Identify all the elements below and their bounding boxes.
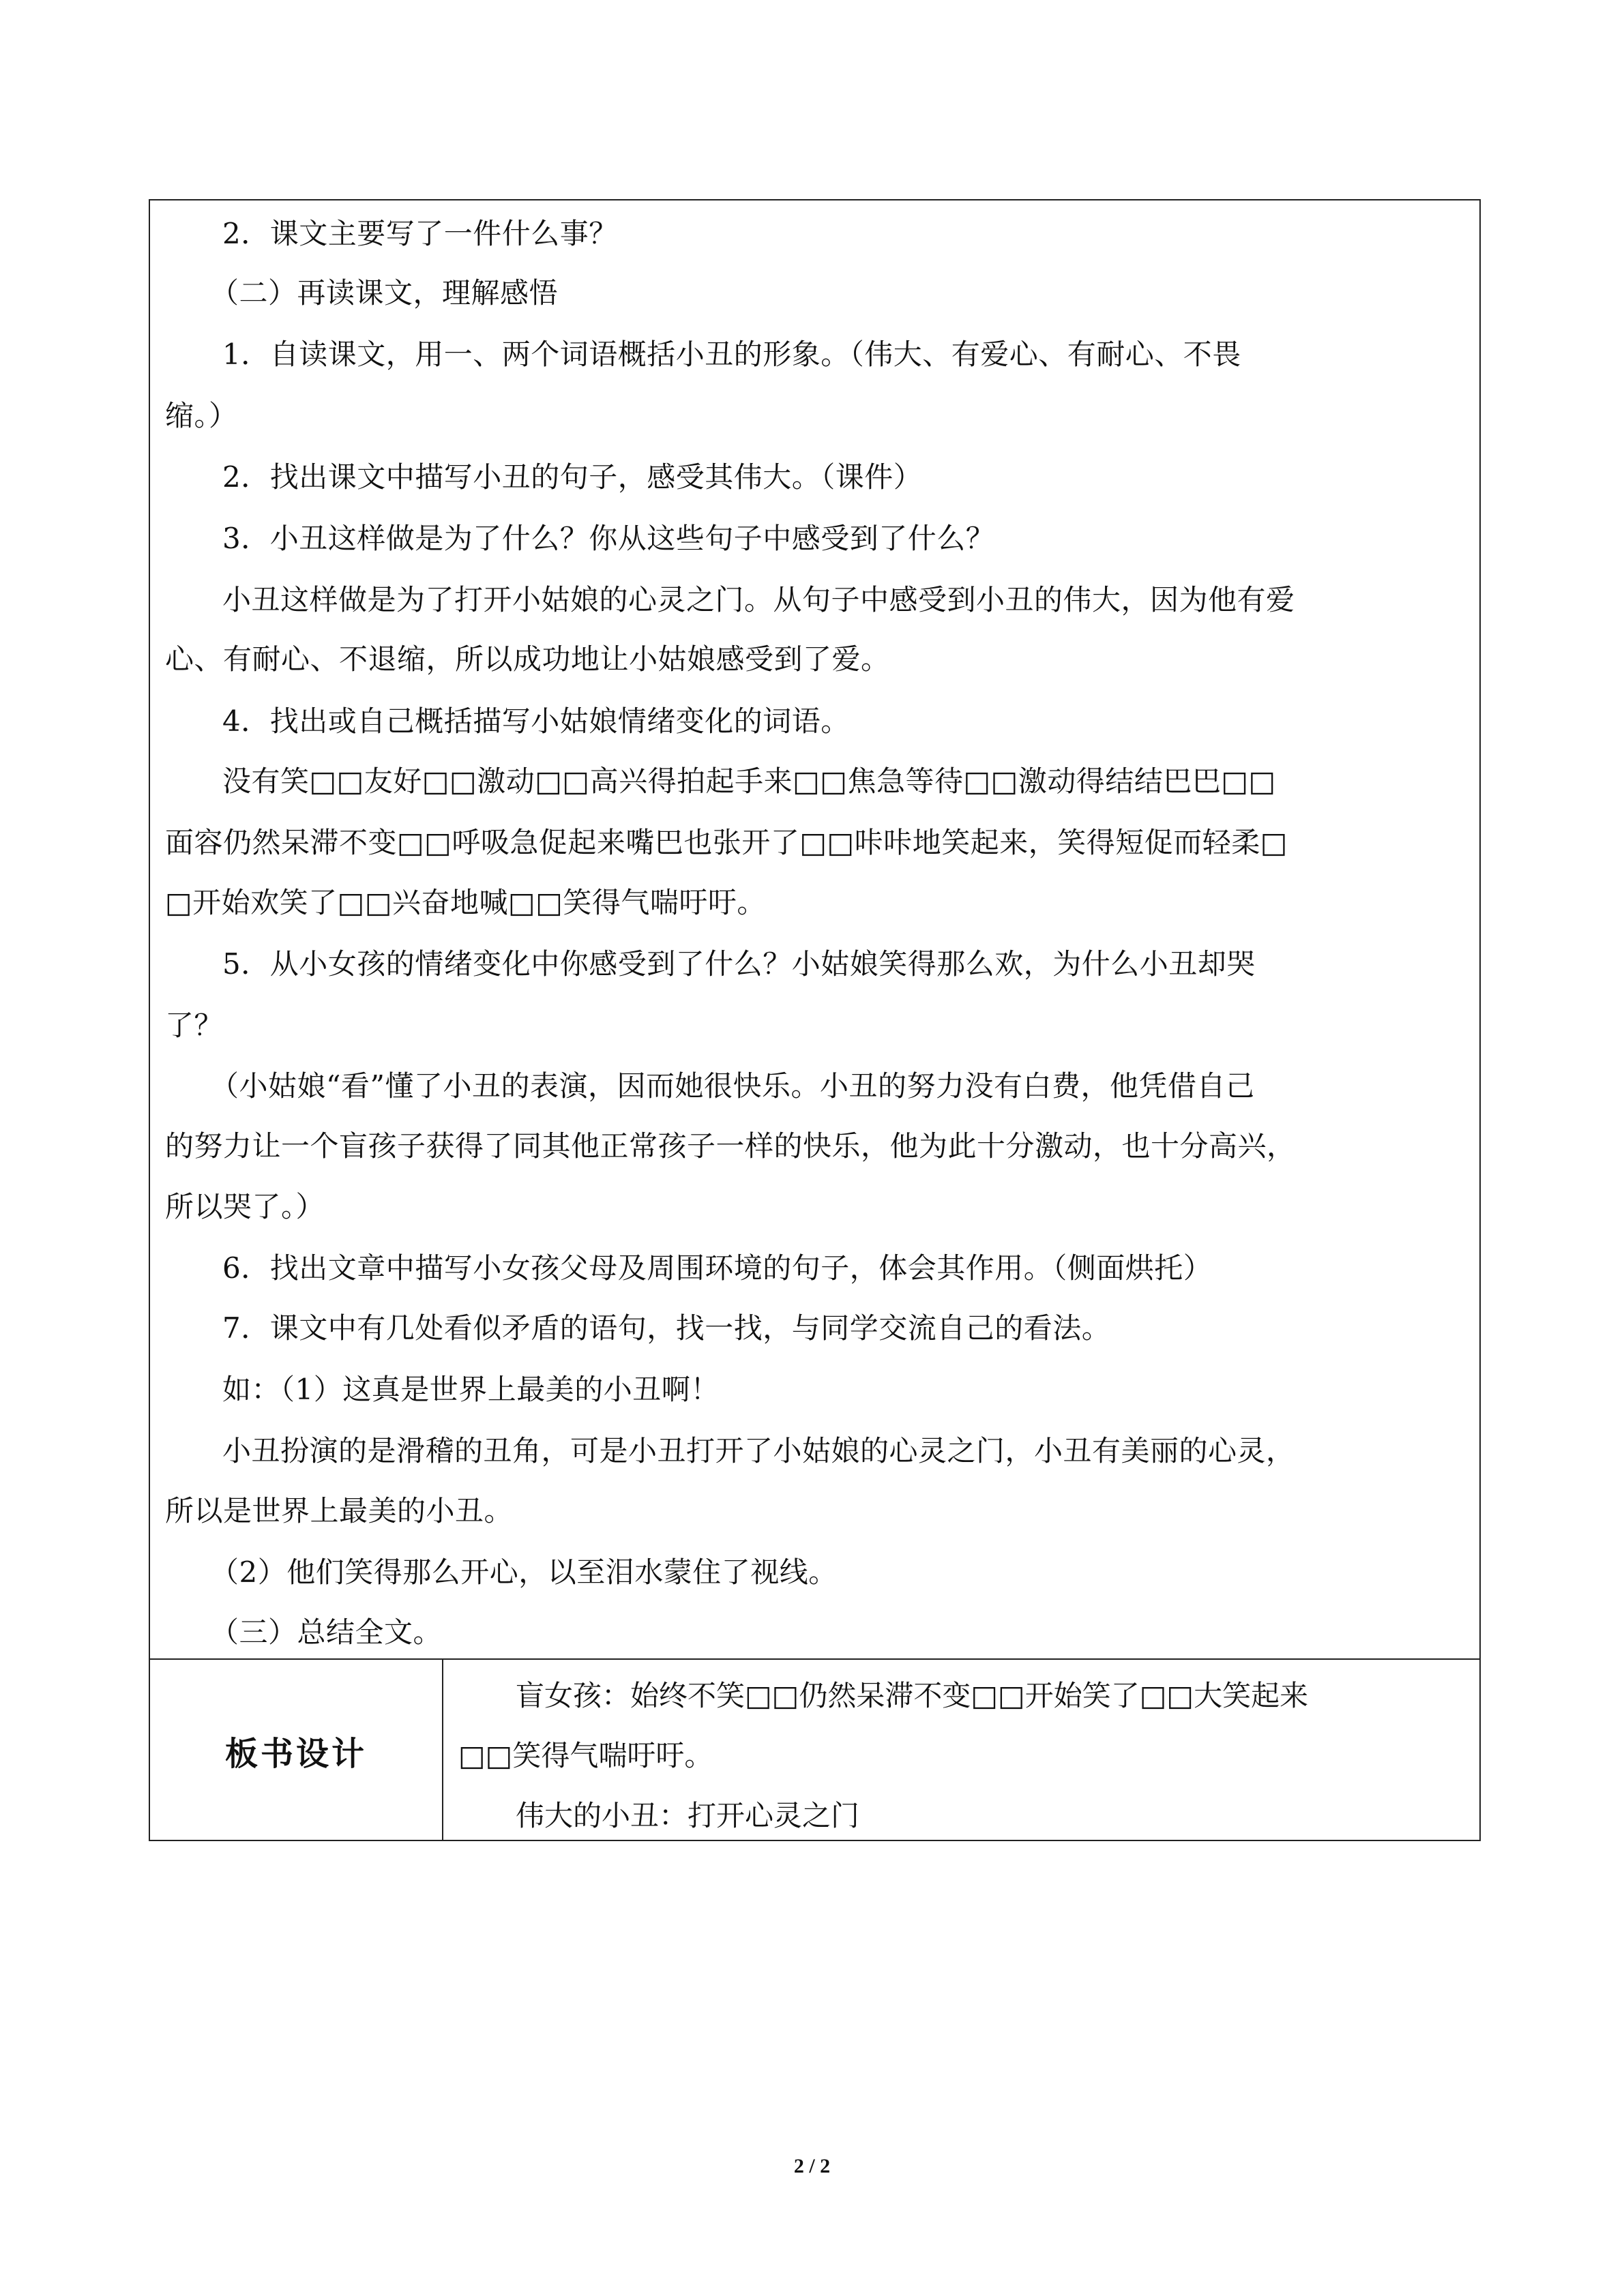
text-line: 如：（1）这真是世界上最美的小丑啊！ — [222, 1373, 720, 1406]
text-line: （2）他们笑得那么开心，以至泪水蒙住了视线。 — [210, 1555, 838, 1589]
text-line: 4．找出或自己概括描写小姑娘情绪变化的词语。 — [222, 704, 850, 738]
text-line: （小姑娘“看”懂了小丑的表演，因而她很快乐。小丑的努力没有白费，他凭借自己 — [210, 1069, 1255, 1103]
text-line: 小丑扮演的是滑稽的丑角，可是小丑打开了小姑娘的心灵之门，小丑有美丽的心灵， — [222, 1434, 1295, 1467]
text-line: （三）总结全文。 — [210, 1615, 443, 1649]
text-line: 没有笑□□友好□□激动□□高兴得拍起手来□□焦急等待□□激动得结结巴巴□□ — [222, 764, 1276, 798]
board-line: 伟大的小丑：打开心灵之门 — [516, 1799, 860, 1832]
text-line: 7．课文中有几处看似矛盾的语句，找一找，与同学交流自己的看法。 — [222, 1311, 1111, 1345]
text-line: 2．找出课文中描写小丑的句子，感受其伟大。（课件） — [222, 460, 923, 494]
text-line: 缩。） — [165, 399, 238, 432]
text-line: 2．课文主要写了一件什么事？ — [222, 217, 618, 250]
lesson-plan-table — [149, 199, 1481, 1841]
board-design-label-cell — [150, 1660, 443, 1841]
text-line: 5．从小女孩的情绪变化中你感受到了什么？小姑娘笑得那么欢，为什么小丑却哭 — [222, 947, 1256, 981]
text-line: 的努力让一个盲孩子获得了同其他正常孩子一样的快乐，他为此十分激动，也十分高兴， — [165, 1129, 1296, 1163]
page-number: 2 / 2 — [793, 2155, 831, 2177]
text-line: 小丑这样做是为了打开小姑娘的心灵之门。从句子中感受到小丑的伟大，因为他有爱 — [222, 583, 1295, 616]
board-line: 盲女孩：始终不笑□□仍然呆滞不变□□开始笑了□□大笑起来 — [516, 1679, 1309, 1712]
text-line: □开始欢笑了□□兴奋地喊□□笑得气喘吁吁。 — [165, 886, 766, 919]
text-line: 了？ — [165, 1009, 224, 1042]
text-line: 心、有耐心、不退缩，所以成功地让小姑娘感受到了爱。 — [165, 642, 890, 676]
board-design-title: 板书设计 — [224, 1734, 367, 1773]
board-design-content-cell — [443, 1660, 1481, 1841]
teaching-process-cell — [150, 200, 1479, 1660]
text-line: 1．自读课文，用一、两个词语概括小丑的形象。（伟大、有爱心、有耐心、不畏 — [222, 338, 1241, 371]
board-line: □□笑得气喘吁吁。 — [458, 1739, 713, 1772]
text-line: 3．小丑这样做是为了什么？你从这些句子中感受到了什么？ — [222, 522, 995, 555]
text-line: （二）再读课文，理解感悟 — [210, 276, 559, 310]
text-line: 所以是世界上最美的小丑。 — [165, 1494, 514, 1527]
text-line: 6．找出文章中描写小女孩父母及周围环境的句子，体会其作用。（侧面烘托） — [222, 1251, 1213, 1285]
text-line: 所以哭了。） — [165, 1190, 325, 1223]
text-line: 面容仍然呆滞不变□□呼吸急促起来嘴巴也张开了□□咔咔地笑起来，笑得短促而轻柔□ — [165, 826, 1288, 859]
